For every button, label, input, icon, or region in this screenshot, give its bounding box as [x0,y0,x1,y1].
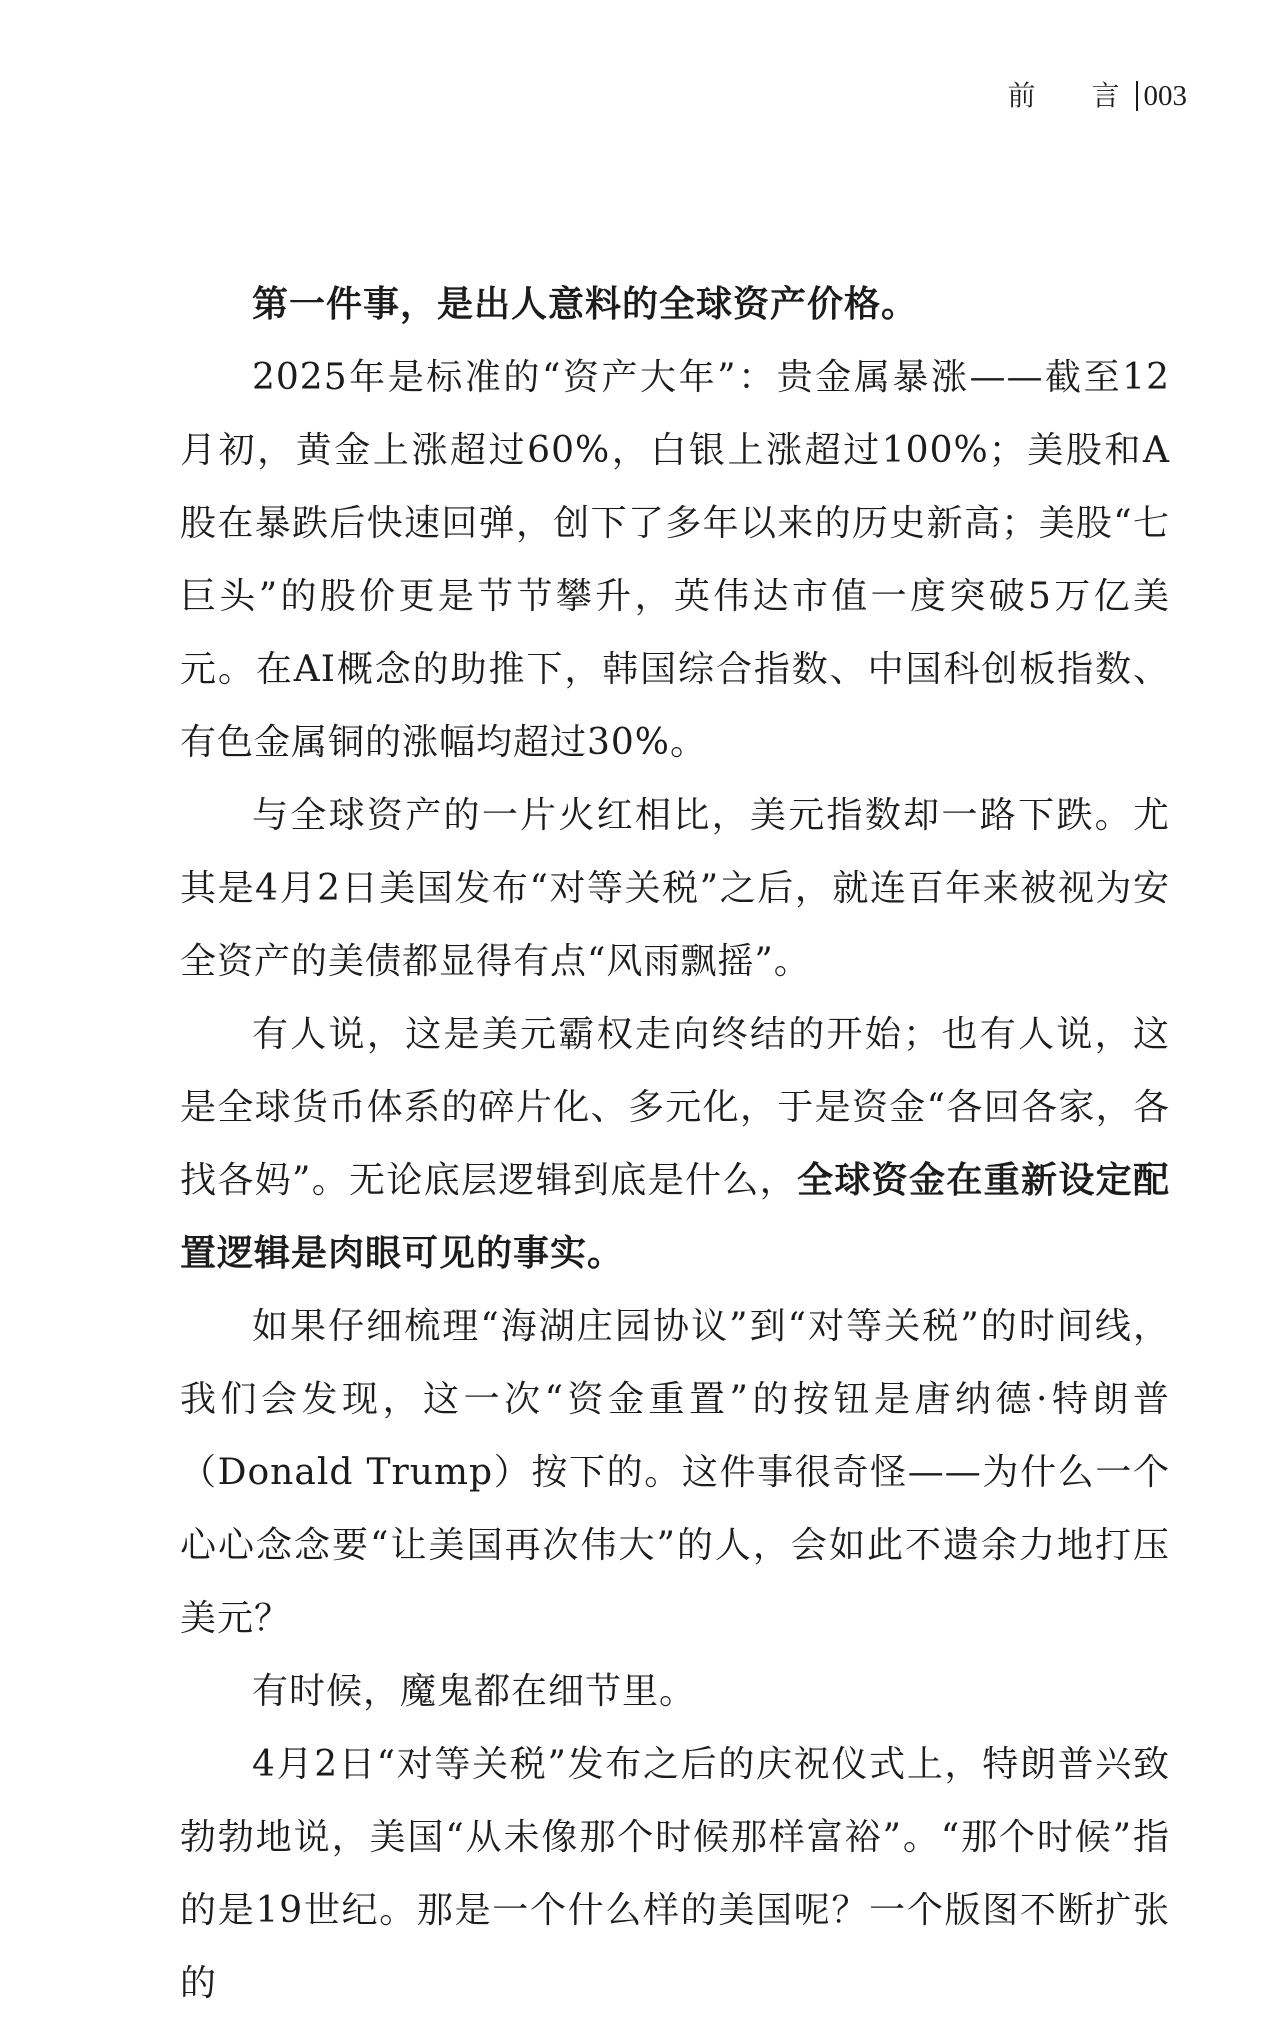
section-title: 前 言 [1007,79,1134,112]
paragraph-text: 有人说，这是美元霸权走向终结的开始；也有人说，这是全球货币体系的碎片化、多元化，于是资金“各回各家，各找各妈”。无论底层逻辑到底是什么， [180,1014,1170,1201]
paragraph: 2025年是标准的“资产大年”：贵金属暴涨——截至12月初，黄金上涨超过60%，白银上涨超过100%；美股和A股在暴跌后快速回弹，创下了多年以来的历史新高；美股“七巨头”的股价更是节节攀升，英伟达市值一度突破5万亿美元。在AI概念的助推下，韩国综合指数、中国科创板指数、有色金属铜的涨幅均超过30%。 [180,357,1170,763]
bold-emphasis: 全球资金在重新设定配置逻辑是肉眼可见的事实。 [180,1159,1170,1274]
paragraph: 如果仔细梳理“海湖庄园协议”到“对等关税”的时间线，我们会发现，这一次“资金重置”的按钮是唐纳德·特朗普（Donald Trump）按下的。这件事很奇怪——为什么一个心心念念要“让美国再次伟大”的人，会如此不遗余力地打压美元？ [180,1306,1170,1639]
paragraph: 4月2日“对等关税”发布之后的庆祝仪式上，特朗普兴致勃勃地说，美国“从未像那个时候那样富裕”。“那个时候”指的是19世纪。那是一个什么样的美国呢？一个版图不断扩张的 [180,1744,1170,2004]
paragraph: 有时候，魔鬼都在细节里。 [252,1671,697,1712]
page-number: 003 [1143,80,1187,112]
paragraph-heading: 第一件事，是出人意料的全球资产价格。 [252,283,919,325]
paragraph: 与全球资产的一片火红相比，美元指数却一路下跌。尤其是4月2日美国发布“对等关税”之后，就连百年来被视为安全资产的美债都显得有点“风雨飘摇”。 [180,795,1170,982]
paragraph [180,998,1170,1290]
body-text [180,268,1170,2020]
running-header [1007,78,1187,114]
header-divider [1136,81,1138,111]
